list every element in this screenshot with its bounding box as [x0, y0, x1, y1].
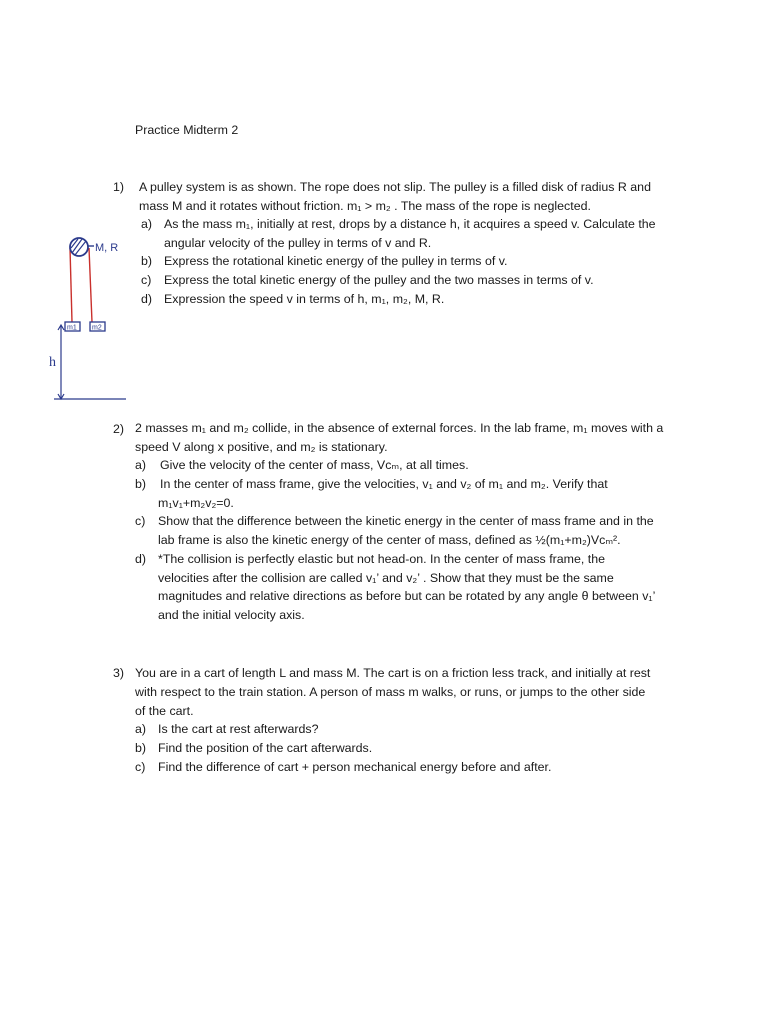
item-text: Expression the speed v in terms of h, m₁, m₂, M, R. — [164, 292, 445, 306]
item-text: Give the velocity of the center of mass, Vᴄₘ, at all times. — [160, 458, 469, 472]
item-text: Show that the difference between the kinetic energy in the center of mass frame and in the — [158, 514, 654, 528]
item-label: b) — [135, 741, 147, 755]
height-label: h — [49, 355, 56, 370]
question-intro-line: of the cart. — [135, 703, 194, 718]
item-label: b) — [135, 477, 147, 491]
rope-right — [89, 248, 92, 322]
question-number: 1) — [113, 180, 125, 194]
item-label: d) — [135, 552, 147, 566]
question-intro-line: mass M and it rotates without friction. m₁ > m₂ . The mass of the rope is neglected. — [139, 198, 591, 213]
item-text: *The collision is perfectly elastic but not head-on. In the center of mass frame, the — [158, 552, 605, 566]
question-intro-line: with respect to the train station. A person of mass m walks, or runs, or jumps to the other side — [135, 685, 646, 699]
item-text: m₁v₁+m₂v₂=0. — [158, 495, 234, 510]
item-text: In the center of mass frame, give the velocities, v₁ and v₂ of m₁ and m₂. Verify that — [160, 477, 608, 491]
question-intro-line: You are in a cart of length L and mass M. The cart is on a friction less track, and initially at rest — [135, 666, 651, 680]
pulley-icon — [70, 238, 88, 256]
item-label: b) — [141, 254, 153, 268]
item-text: Express the total kinetic energy of the pulley and the two masses in terms of v. — [164, 273, 594, 287]
pulley-sketch — [48, 228, 138, 408]
item-text: magnitudes and relative directions as before but can be rotated by any angle θ between v₁’ — [158, 589, 656, 603]
item-text: As the mass m₁, initially at rest, drops by a distance h, it acquires a speed v. Calculate the — [164, 217, 656, 231]
question-number: 2) — [113, 422, 125, 436]
page-title: Practice Midterm 2 — [135, 123, 239, 137]
item-text: lab frame is also the kinetic energy of the center of mass, defined as ½(m₁+m₂)Vᴄₘ². — [158, 532, 621, 547]
item-text: angular velocity of the pulley in terms of v and R. — [164, 235, 432, 250]
item-text: velocities after the collision are called v₁’ and v₂’ . Show that they must be the same — [158, 570, 614, 585]
item-text: and the initial velocity axis. — [158, 608, 305, 622]
item-label: c) — [135, 760, 146, 774]
item-label: d) — [141, 292, 153, 306]
question-intro-line: 2 masses m₁ and m₂ collide, in the absence of external forces. In the lab frame, m₁ moves with a — [135, 421, 664, 435]
pulley-label: M, R — [95, 242, 119, 254]
item-label: a) — [135, 458, 147, 472]
question-intro-line: speed V along x positive, and m₂ is stationary. — [135, 439, 388, 454]
item-label: a) — [141, 217, 153, 231]
rope-left — [70, 248, 72, 322]
item-text: Find the difference of cart + person mechanical energy before and after. — [158, 760, 552, 774]
item-label: c) — [135, 514, 146, 528]
question-intro-line: A pulley system is as shown. The rope does not slip. The pulley is a filled disk of radius R and — [139, 180, 651, 194]
item-label: a) — [135, 722, 147, 736]
mass-2-label: m2 — [92, 324, 102, 332]
item-text: Express the rotational kinetic energy of the pulley in terms of v. — [164, 254, 508, 268]
question-number: 3) — [113, 666, 125, 680]
item-text: Find the position of the cart afterwards. — [158, 741, 373, 755]
item-label: c) — [141, 273, 152, 287]
mass-1-label: m1 — [67, 324, 77, 332]
item-text: Is the cart at rest afterwards? — [158, 722, 319, 736]
